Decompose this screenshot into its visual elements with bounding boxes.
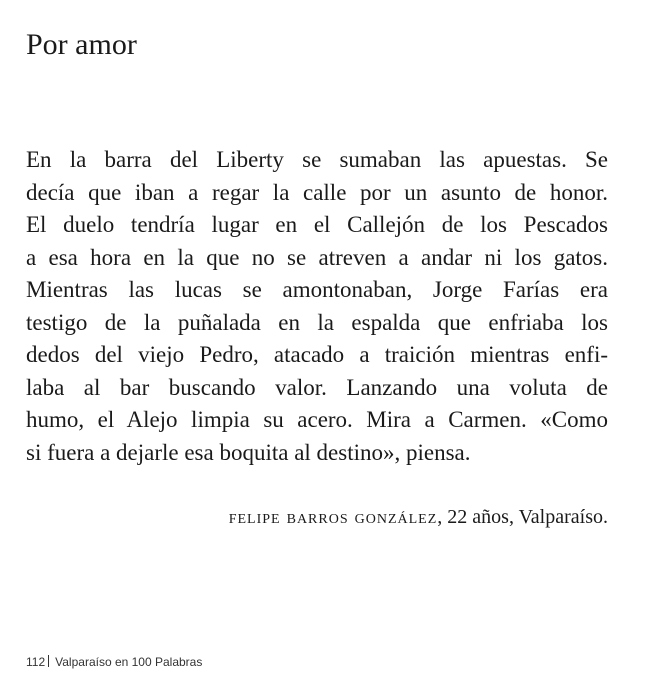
story-line-5: Mientras las lucas se amontonaban, Jorge Farías era [26, 277, 608, 302]
author-details: , 22 años, Valparaíso. [437, 506, 608, 528]
footer-separator [48, 655, 49, 667]
author-name: felipe barros gonzález [228, 506, 438, 528]
story-line-1: En la barra del Liberty se sumaban las apuestas. Se [26, 147, 608, 172]
story-line-10: si fuera a dejarle esa boquita al destino», piensa. [26, 439, 471, 465]
story-line-6: testigo de la puñalada en la espalda que enfriaba los [26, 309, 608, 335]
story-body [26, 144, 608, 469]
story-title: Por amor [26, 28, 137, 61]
story-line-4: a esa hora en la que no se atreven a andar ni los gatos. [26, 244, 608, 270]
story-line-2: decía que iban a regar la calle por un asunto de honor. [26, 179, 608, 205]
book-title: Valparaíso en 100 Palabras [55, 655, 203, 669]
story-line-8: laba al bar buscando valor. Lanzando una voluta de [26, 374, 608, 400]
author-signature [229, 506, 608, 529]
page-footer [26, 655, 202, 669]
page-number: 112 [26, 655, 46, 669]
story-line-7: dedos del viejo Pedro, atacado a traición mientras enfi- [26, 342, 608, 367]
story-line-9: humo, el Alejo limpia su acero. Mira a Carmen. «Como [26, 407, 608, 432]
story-line-3: El duelo tendría lugar en el Callejón de los Pescados [26, 212, 608, 237]
